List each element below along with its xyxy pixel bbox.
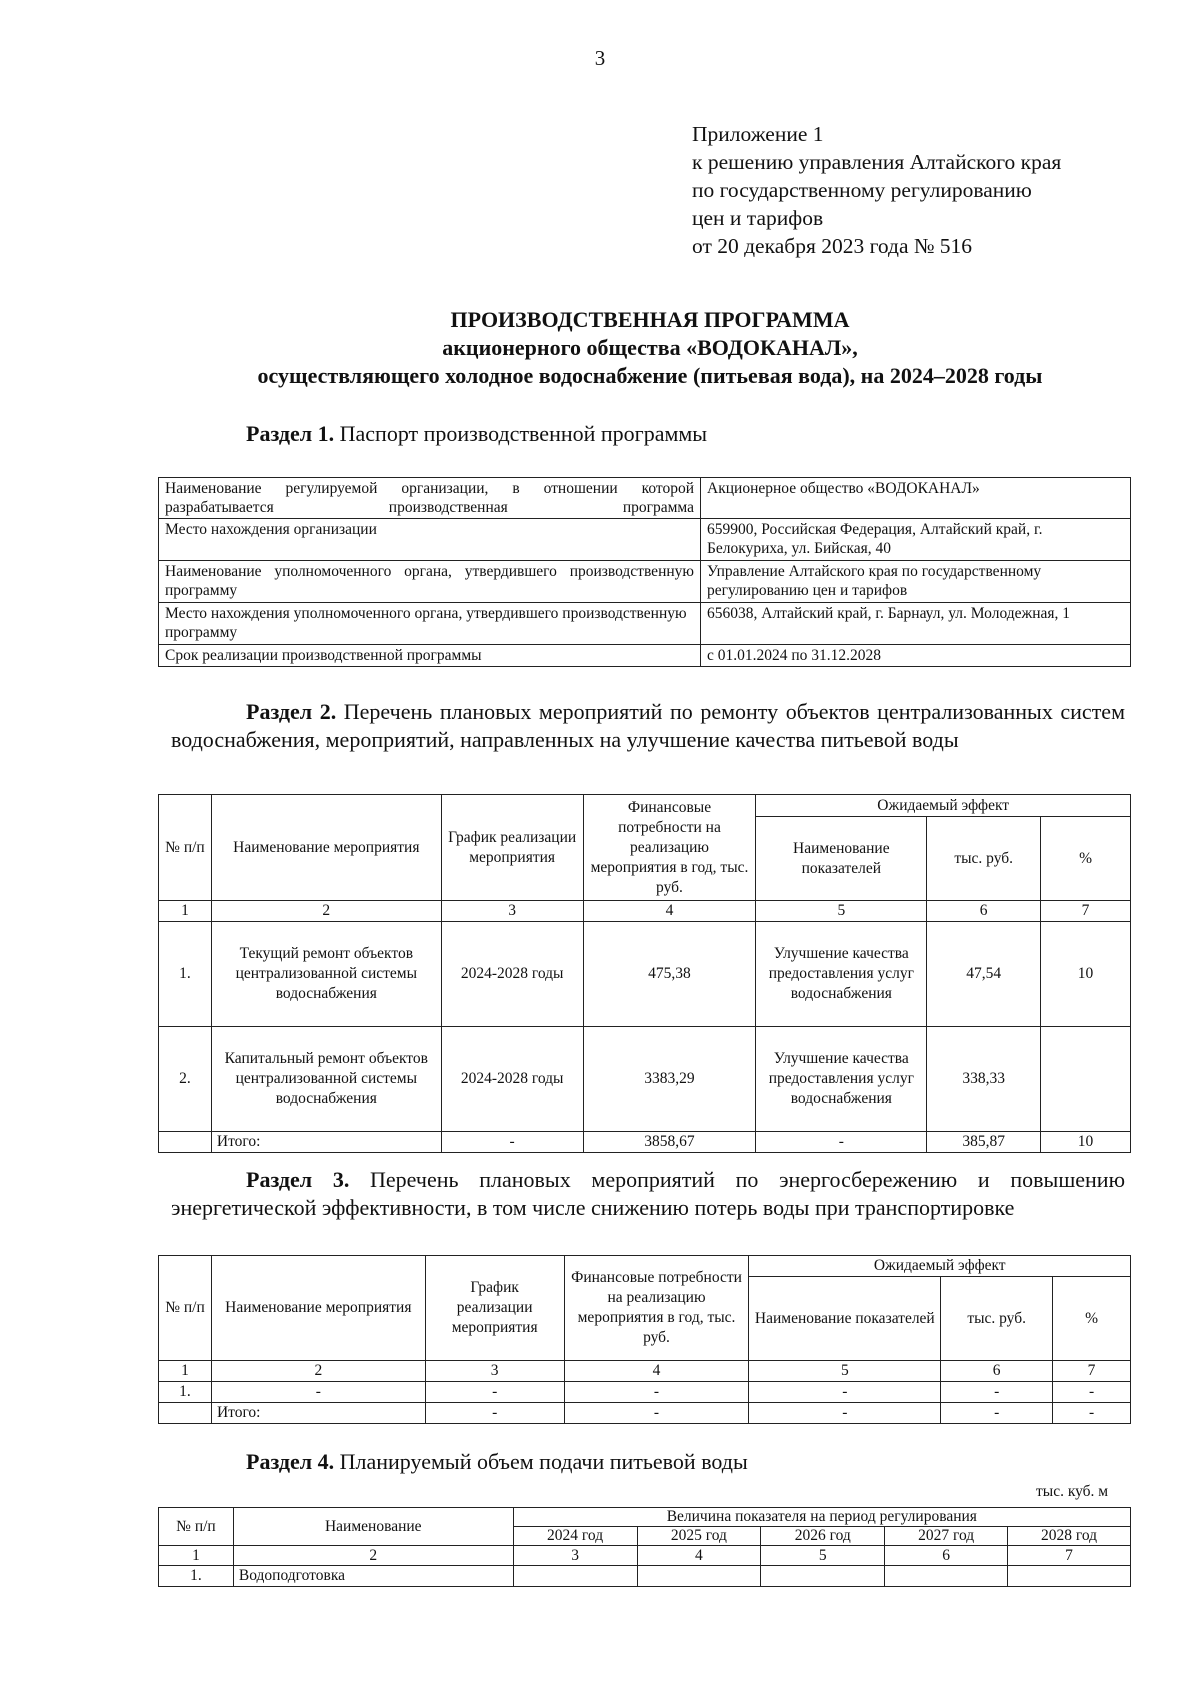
water-supply-volume-table (158, 1507, 1131, 1587)
section-2-label: Раздел 2. (246, 699, 337, 724)
total-finance: 3858,67 (583, 1132, 756, 1153)
header-rub: тыс. руб. (941, 1277, 1053, 1361)
header-name: Наименование мероприятия (211, 795, 441, 901)
header-pct: % (1041, 817, 1131, 901)
appendix-line: цен и тарифов (692, 206, 824, 230)
table-row (159, 1027, 1131, 1132)
passport-field-value: Управление Алтайского края по государственному регулированию цен и тарифов (701, 561, 1131, 603)
table-row (159, 1566, 1131, 1587)
row-num: 2. (159, 1027, 212, 1132)
total-empty (159, 1132, 212, 1153)
appendix-header (692, 120, 1061, 260)
passport-field-value: Акционерное общество «ВОДОКАНАЛ» (701, 478, 1131, 519)
column-number: 4 (637, 1546, 761, 1566)
header-finance: Финансовые потребности на реализацию мероприятия в год, тыс. руб. (583, 795, 756, 901)
row-name: Капитальный ремонт объектов централизованной системы водоснабжения (211, 1027, 441, 1132)
appendix-line: Приложение 1 (692, 122, 824, 146)
passport-field-value: с 01.01.2024 по 31.12.2028 (701, 645, 1131, 667)
row-schedule: 2024-2028 годы (441, 922, 583, 1027)
row-schedule: 2024-2028 годы (441, 1027, 583, 1132)
column-number: 6 (927, 901, 1041, 922)
table-row (159, 478, 1131, 519)
header-num: № п/п (159, 795, 212, 901)
column-number-row (159, 1546, 1131, 1566)
header-schedule: График реализации мероприятия (425, 1256, 564, 1361)
header-indicator: Наименование показателей (749, 1277, 941, 1361)
header-num: № п/п (159, 1256, 212, 1361)
passport-field-value: 656038, Алтайский край, г. Барнаул, ул. Молодежная, 1 (701, 603, 1131, 645)
row-name: Водоподготовка (233, 1566, 513, 1587)
header-period: Величина показателя на период регулирования (513, 1508, 1130, 1527)
column-number: 4 (583, 901, 756, 922)
table-header-row (159, 1256, 1131, 1277)
section-3-heading (171, 1166, 1125, 1222)
row-indicator: - (749, 1382, 941, 1403)
total-label: Итого: (211, 1132, 441, 1153)
passport-field-name: Наименование регулируемой организации, в отношении которой разрабатывается производственная программа (159, 478, 701, 519)
column-number: 5 (761, 1546, 885, 1566)
appendix-line: от 20 декабря 2023 года № 516 (692, 234, 972, 258)
row-rub: 47,54 (927, 922, 1041, 1027)
column-number: 7 (1053, 1361, 1131, 1382)
title-line-2: акционерного общества «ВОДОКАНАЛ», (442, 335, 858, 360)
passport-field-value: 659900, Российская Федерация, Алтайский край, г. Белокуриха, ул. Бийская, 40 (701, 519, 1131, 561)
column-number: 5 (756, 901, 927, 922)
total-label: Итого: (211, 1403, 425, 1424)
total-rub: - (941, 1403, 1053, 1424)
column-number: 4 (564, 1361, 749, 1382)
header-finance: Финансовые потребности на реализацию мероприятия в год, тыс. руб. (564, 1256, 749, 1361)
total-pct: 10 (1041, 1132, 1131, 1153)
total-rub: 385,87 (927, 1132, 1041, 1153)
column-number: 2 (233, 1546, 513, 1566)
row-indicator: Улучшение качества предоставления услуг водоснабжения (756, 922, 927, 1027)
row-finance: - (564, 1382, 749, 1403)
total-row (159, 1132, 1131, 1153)
row-value (1008, 1566, 1131, 1587)
repair-measures-table (158, 794, 1131, 1153)
row-num: 1. (159, 1382, 212, 1403)
table-row (159, 922, 1131, 1027)
header-num: № п/п (159, 1508, 234, 1546)
total-empty (159, 1403, 212, 1424)
row-value (761, 1566, 885, 1587)
appendix-line: к решению управления Алтайского края (692, 150, 1062, 174)
section-1-heading (246, 420, 707, 448)
appendix-line: по государственному регулированию (692, 178, 1032, 202)
row-rub: 338,33 (927, 1027, 1041, 1132)
column-number: 6 (941, 1361, 1053, 1382)
table-row (159, 645, 1131, 667)
section-3-label: Раздел 3. (246, 1167, 350, 1192)
row-name: Текущий ремонт объектов централизованной системы водоснабжения (211, 922, 441, 1027)
row-finance: 3383,29 (583, 1027, 756, 1132)
table-header-row (159, 795, 1131, 817)
header-pct: % (1053, 1277, 1131, 1361)
header-indicator: Наименование показателей (756, 817, 927, 901)
column-number: 3 (425, 1361, 564, 1382)
table-row (159, 561, 1131, 603)
row-indicator: Улучшение качества предоставления услуг водоснабжения (756, 1027, 927, 1132)
column-number: 1 (159, 901, 212, 922)
row-pct (1041, 1027, 1131, 1132)
passport-field-name: Место нахождения организации (159, 519, 701, 561)
units-label: тыс. куб. м (1036, 1483, 1109, 1500)
section-3-text: Перечень плановых мероприятий по энергосбережению и повышению энергетической эффективности, в том числе снижению потерь воды при транспортировке (171, 1167, 1126, 1220)
table-row (159, 603, 1131, 645)
passport-field-name: Место нахождения уполномоченного органа, утвердившего производственную программу (159, 603, 701, 645)
header-year: 2028 год (1008, 1527, 1131, 1546)
row-num: 1. (159, 1566, 234, 1587)
energy-saving-table (158, 1255, 1131, 1424)
row-name: - (211, 1382, 425, 1403)
header-year: 2025 год (637, 1527, 761, 1546)
column-number: 6 (885, 1546, 1008, 1566)
passport-field-name: Наименование уполномоченного органа, утвердившего производственную программу (159, 561, 701, 603)
column-number: 1 (159, 1546, 234, 1566)
total-finance: - (564, 1403, 749, 1424)
header-effect: Ожидаемый эффект (756, 795, 1131, 817)
total-indicator: - (756, 1132, 927, 1153)
column-number: 2 (211, 1361, 425, 1382)
header-name: Наименование (233, 1508, 513, 1546)
total-indicator: - (749, 1403, 941, 1424)
header-year: 2027 год (885, 1527, 1008, 1546)
table-row (159, 519, 1131, 561)
row-schedule: - (425, 1382, 564, 1403)
total-pct: - (1053, 1403, 1131, 1424)
column-number: 1 (159, 1361, 212, 1382)
total-schedule: - (441, 1132, 583, 1153)
column-number: 3 (441, 901, 583, 922)
row-value (637, 1566, 761, 1587)
row-value (885, 1566, 1008, 1587)
column-number: 2 (211, 901, 441, 922)
header-schedule: График реализации мероприятия (441, 795, 583, 901)
section-4-heading (246, 1448, 748, 1476)
column-number: 3 (513, 1546, 637, 1566)
title-line-3: осуществляющего холодное водоснабжение (питьевая вода), на 2024–2028 годы (257, 363, 1043, 388)
row-rub: - (941, 1382, 1053, 1403)
header-name: Наименование мероприятия (211, 1256, 425, 1361)
passport-field-name: Срок реализации производственной программы (159, 645, 701, 667)
row-value (513, 1566, 637, 1587)
section-2-text: Перечень плановых мероприятий по ремонту объектов централизованных систем водоснабжения, мероприятий, направленных на улучшение качества питьевой воды (171, 699, 1125, 752)
section-4-text: Планируемый объем подачи питьевой воды (339, 1449, 748, 1474)
column-number: 7 (1008, 1546, 1131, 1566)
column-number-row (159, 901, 1131, 922)
row-pct: 10 (1041, 922, 1131, 1027)
column-number: 7 (1041, 901, 1131, 922)
row-finance: 475,38 (583, 922, 756, 1027)
section-1-text: Паспорт производственной программы (339, 421, 708, 446)
row-num: 1. (159, 922, 212, 1027)
column-number-row (159, 1361, 1131, 1382)
page-number: 3 (594, 46, 606, 70)
table-header-row (159, 1508, 1131, 1527)
total-row (159, 1403, 1131, 1424)
column-number: 5 (749, 1361, 941, 1382)
section-2-heading (171, 698, 1125, 754)
header-year: 2024 год (513, 1527, 637, 1546)
table-row (159, 1382, 1131, 1403)
title-line-1: ПРОИЗВОДСТВЕННАЯ ПРОГРАММА (450, 307, 850, 332)
header-effect: Ожидаемый эффект (749, 1256, 1131, 1277)
row-pct: - (1053, 1382, 1131, 1403)
document-title (120, 306, 1180, 390)
section-4-label: Раздел 4. (246, 1449, 335, 1474)
header-year: 2026 год (761, 1527, 885, 1546)
header-rub: тыс. руб. (927, 817, 1041, 901)
passport-table (158, 477, 1131, 667)
total-schedule: - (425, 1403, 564, 1424)
section-1-label: Раздел 1. (246, 421, 335, 446)
